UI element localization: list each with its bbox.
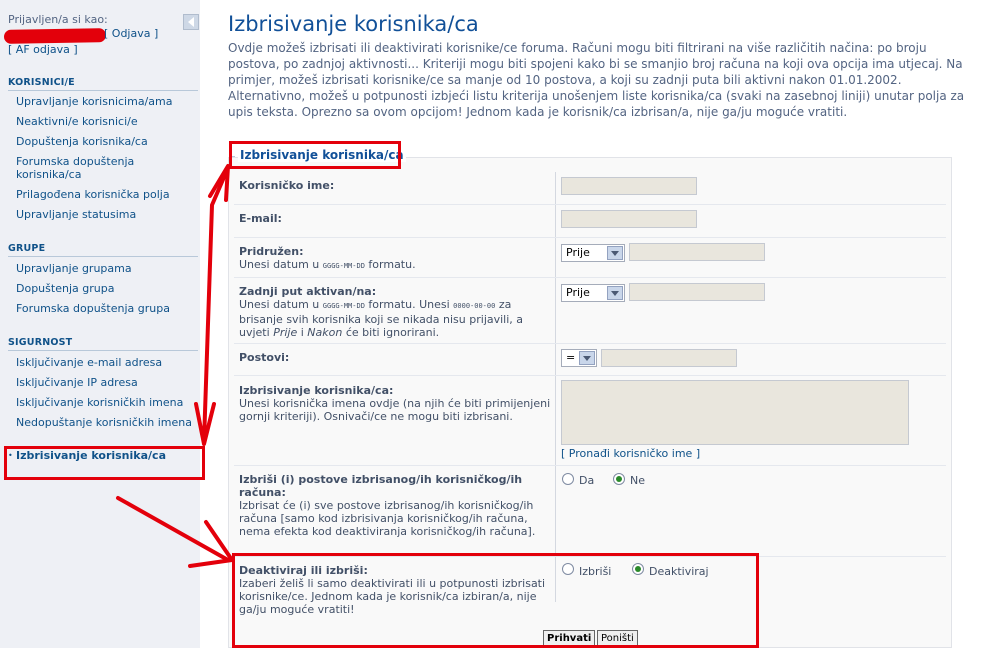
nav-group-forum-permissions[interactable]: Forumska dopuštenja grupa [16, 302, 170, 315]
delete-users-description: Unesi korisnička imena ovdje (na njih će biti primijenjeni gornji kriteriji). Osnivači/ce ne mogu biti izbrisani. [239, 397, 551, 423]
nav-user-permissions[interactable]: Dopuštenja korisnika/ca [16, 135, 148, 148]
delete-users-label: Izbrisivanje korisnika/ca: [239, 384, 394, 397]
nav-ban-usernames[interactable]: Isključivanje korisničkih imena [16, 396, 184, 409]
nav-inactive-users[interactable]: Neaktivni/e korisnici/e [16, 115, 138, 128]
login-label: Prijavljen/a si kao: [8, 13, 108, 26]
fieldset-legend: Izbrisivanje korisnika/ca [240, 148, 404, 162]
logout-link[interactable]: [ Odjava ] [104, 27, 159, 40]
nav-group-permissions[interactable]: Dopuštenja grupa [16, 282, 115, 295]
posts-label: Postovi: [239, 351, 290, 364]
nav-disallow-usernames[interactable]: Nedopuštanje korisničkih imena [16, 416, 192, 429]
deactivate-label: Deaktiviraj ili izbriši: [239, 564, 368, 577]
nav-manage-ranks[interactable]: Upravljanje statusima [16, 208, 137, 221]
active-bullet-icon: • [8, 451, 13, 460]
delete-posts-yes-label: Da [579, 474, 595, 487]
find-username-link[interactable]: [ Pronađi korisničko ime ] [561, 447, 701, 460]
nav-user-forum-permissions[interactable]: Forumska dopuštenja korisnika/ca [16, 155, 135, 181]
delete-posts-label: Izbriši (i) postove izbrisanog/ih korisničkog/ih računa: [239, 473, 523, 499]
category-groups: GRUPE [8, 243, 198, 257]
action-delete-label: Izbriši [579, 565, 612, 578]
action-deactivate-label: Deaktiviraj [649, 565, 709, 578]
page-intro: Ovdje možeš izbrisati ili deaktivirati korisnike/ce foruma. Računi mogu biti filtrirani na više različitih načina: po broju postova, po zadnjoj aktivnosti... Kriteriji mogu biti spojeni kako bi se smanjio broj računa na koji ova opcija ima utjecaj. Na primjer, možeš izbrisati korisnike/ce sa manje od 10 postova, a koji su zadnji puta bili aktivni nakon 01.01.2002. Alternativno, možeš u potpunosti izbjeći listu kriterija unošenjem liste korisnika/ca (svaki na zasebnoj liniji) unutar polja za upis teksta. Oprezno sa ovom opcijom! Jednom kada je korisnik/ca izbrisan/a, nije ga/ju moguće vratiti. [228, 41, 965, 119]
reset-button[interactable]: Poništi [597, 630, 638, 648]
deactivate-description: Izaberi želiš li samo deaktivirati ili u potpunosti izbrisati korisnike/ce. Jednom kada je korisnik/ca izbiran/a, nije ga/ju moguće vratiti! [239, 577, 546, 616]
delete-posts-no-label: Ne [630, 474, 645, 487]
category-users: KORISNICI/E [8, 77, 198, 91]
joined-description: Unesi datum u GGGG-MM-DD formatu. [239, 258, 416, 271]
af-logout-link[interactable]: [ AF odjava ] [8, 43, 78, 56]
joined-label: Pridružen: [239, 245, 304, 258]
posts-operator-select[interactable]: = [561, 349, 597, 367]
nav-custom-profile-fields[interactable]: Prilagođena korisnička polja [16, 188, 170, 201]
username-label: Korisničko ime: [239, 179, 335, 192]
email-label: E-mail: [239, 212, 282, 225]
delete-posts-description: Izbrisat će (i) sve postove izbrisanog/ih korisničkog/ih računa [samo kod izbrisivanja korisničkog/ih računa, nema efekta kod deaktiviranja korisničkog/ih računa]. [239, 499, 536, 538]
nav-manage-groups[interactable]: Upravljanje grupama [16, 262, 132, 275]
submit-button[interactable]: Prihvati [543, 630, 595, 648]
annotation-arrow-line [204, 168, 228, 442]
last-active-label: Zadnji put aktivan/na: [239, 285, 377, 298]
category-security: SIGURNOST [8, 337, 198, 351]
joined-select[interactable]: Prije [561, 244, 625, 262]
nav-ban-ips[interactable]: Isključivanje IP adresa [16, 376, 138, 389]
annotation-arrowhead-up [210, 166, 228, 200]
nav-ban-emails[interactable]: Isključivanje e-mail adresa [16, 356, 163, 369]
nav-manage-users[interactable]: Upravljanje korisnicima/ama [16, 95, 173, 108]
page-title: Izbrisivanje korisnika/ca [228, 12, 479, 36]
last-active-select[interactable]: Prije [561, 284, 625, 302]
last-active-description: Unesi datum u GGGG-MM-DD formatu. Unesi 0000-00-00 za brisanje svih korisnika koji se nikada nisu prijavili, a uvjeti Prije i Nakon će biti ignorirani. [239, 298, 524, 339]
nav-prune-users[interactable]: Izbrisivanje korisnika/ca [16, 449, 166, 462]
